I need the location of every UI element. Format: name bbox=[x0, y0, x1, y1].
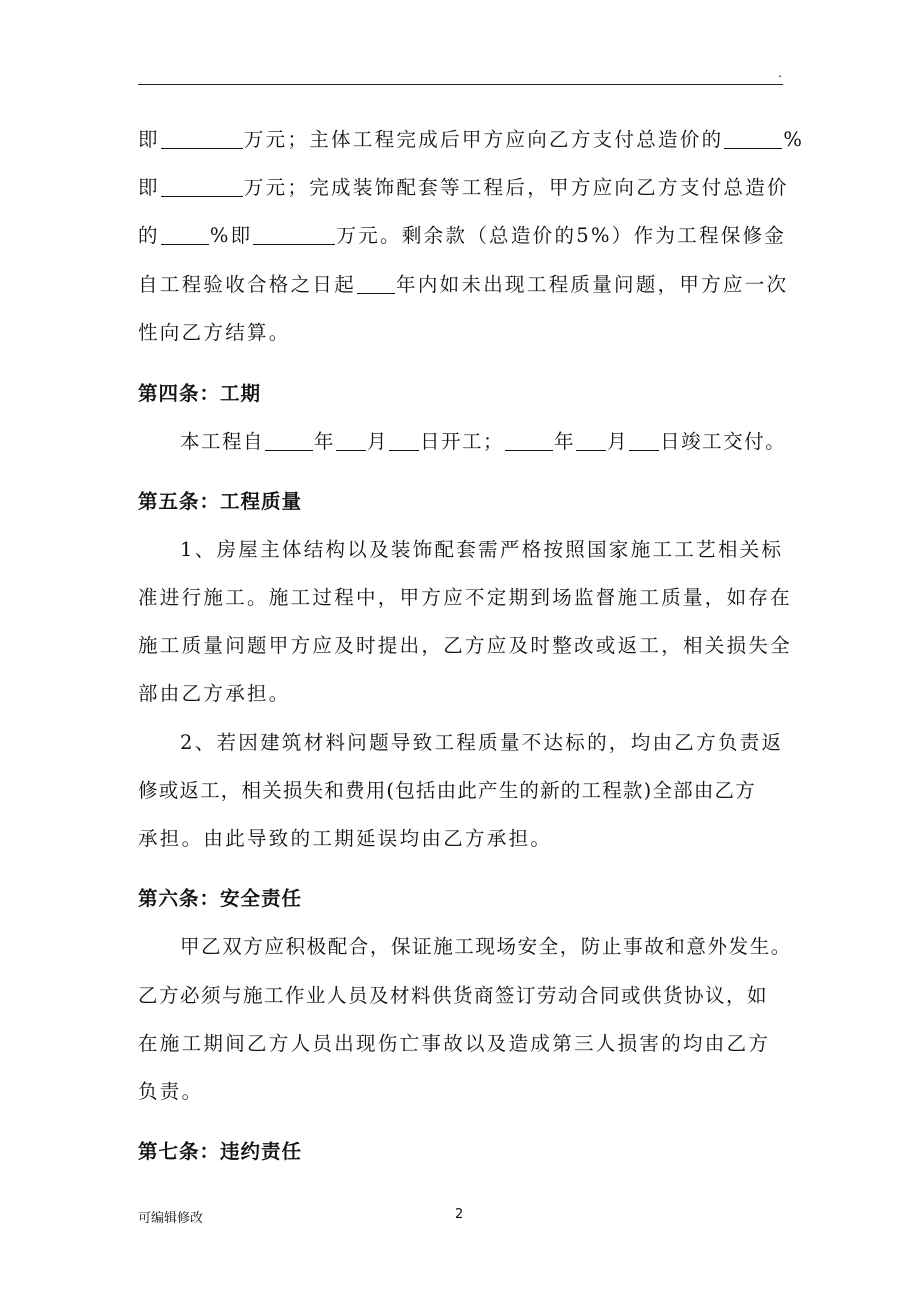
blank-amount[interactable] bbox=[161, 127, 243, 148]
blank-end-year[interactable] bbox=[505, 429, 553, 450]
blank-end-month[interactable] bbox=[576, 429, 606, 450]
paragraph-line: 承担。由此导致的工期延误均由乙方承担。 bbox=[138, 827, 553, 850]
payment-line-3: 的 %即 万元。剩余款（总造价的5%）作为工程保修金 bbox=[138, 224, 787, 247]
paragraph-line: 乙方必须与施工作业人员及材料供货商签订劳动合同或供货协议，如 bbox=[138, 984, 769, 1007]
article-5-heading: 第五条：工程质量 bbox=[138, 490, 303, 513]
paragraph-line: 甲乙双方应积极配合，保证施工现场安全，防止事故和意外发生。 bbox=[180, 935, 792, 958]
paragraph-line: 部由乙方承担。 bbox=[138, 682, 291, 705]
paragraph-line: 2、若因建筑材料问题导致工程质量不达标的，均由乙方负责返 bbox=[180, 731, 784, 754]
payment-line-4: 自工程验收合格之日起 年内如未出现工程质量问题，甲方应一次 bbox=[138, 273, 789, 296]
blank-amount[interactable] bbox=[161, 175, 243, 196]
paragraph-line: 施工质量问题甲方应及时提出，乙方应及时整改或返工，相关损失全 bbox=[138, 634, 793, 657]
paragraph-line: 1、房屋主体结构以及装饰配套需严格按照国家施工工艺相关标 bbox=[180, 538, 784, 561]
blank-percent[interactable] bbox=[724, 127, 782, 148]
page-number: 2 bbox=[455, 1207, 464, 1222]
paragraph-line: 负责。 bbox=[138, 1080, 204, 1103]
paragraph-line: 准进行施工。施工过程中，甲方应不定期到场监督施工质量，如存在 bbox=[138, 586, 793, 609]
blank-start-year[interactable] bbox=[265, 429, 313, 450]
blank-start-month[interactable] bbox=[336, 429, 366, 450]
footer-note: 可编辑修改 bbox=[138, 1211, 204, 1226]
payment-line-1: 即 万元；主体工程完成后甲方应向乙方支付总造价的 % bbox=[138, 128, 805, 151]
blank-amount[interactable] bbox=[253, 223, 335, 244]
blank-start-day[interactable] bbox=[389, 429, 419, 450]
paragraph-line: 在施工期间乙方人员出现伤亡事故以及造成第三人损害的均由乙方 bbox=[138, 1032, 771, 1055]
article-7-heading: 第七条：违约责任 bbox=[138, 1140, 303, 1163]
schedule-line: 本工程自 年 月 日开工； 年 月 日竣工交付。 bbox=[180, 430, 787, 453]
blank-percent[interactable] bbox=[161, 223, 209, 244]
header-rule bbox=[138, 84, 783, 85]
article-4-heading: 第四条：工期 bbox=[138, 382, 262, 405]
paragraph-line: 修或返工，相关损失和费用(包括由此产生的新的工程款)全部由乙方 bbox=[138, 779, 756, 802]
payment-line-5: 性向乙方结算。 bbox=[138, 321, 291, 344]
blank-years[interactable] bbox=[357, 272, 395, 293]
blank-end-day[interactable] bbox=[629, 429, 659, 450]
article-6-heading: 第六条：安全责任 bbox=[138, 887, 303, 910]
payment-line-2: 即 万元；完成装饰配套等工程后，甲方应向乙方支付总造价 bbox=[138, 176, 789, 199]
header-dot: . bbox=[778, 66, 782, 80]
